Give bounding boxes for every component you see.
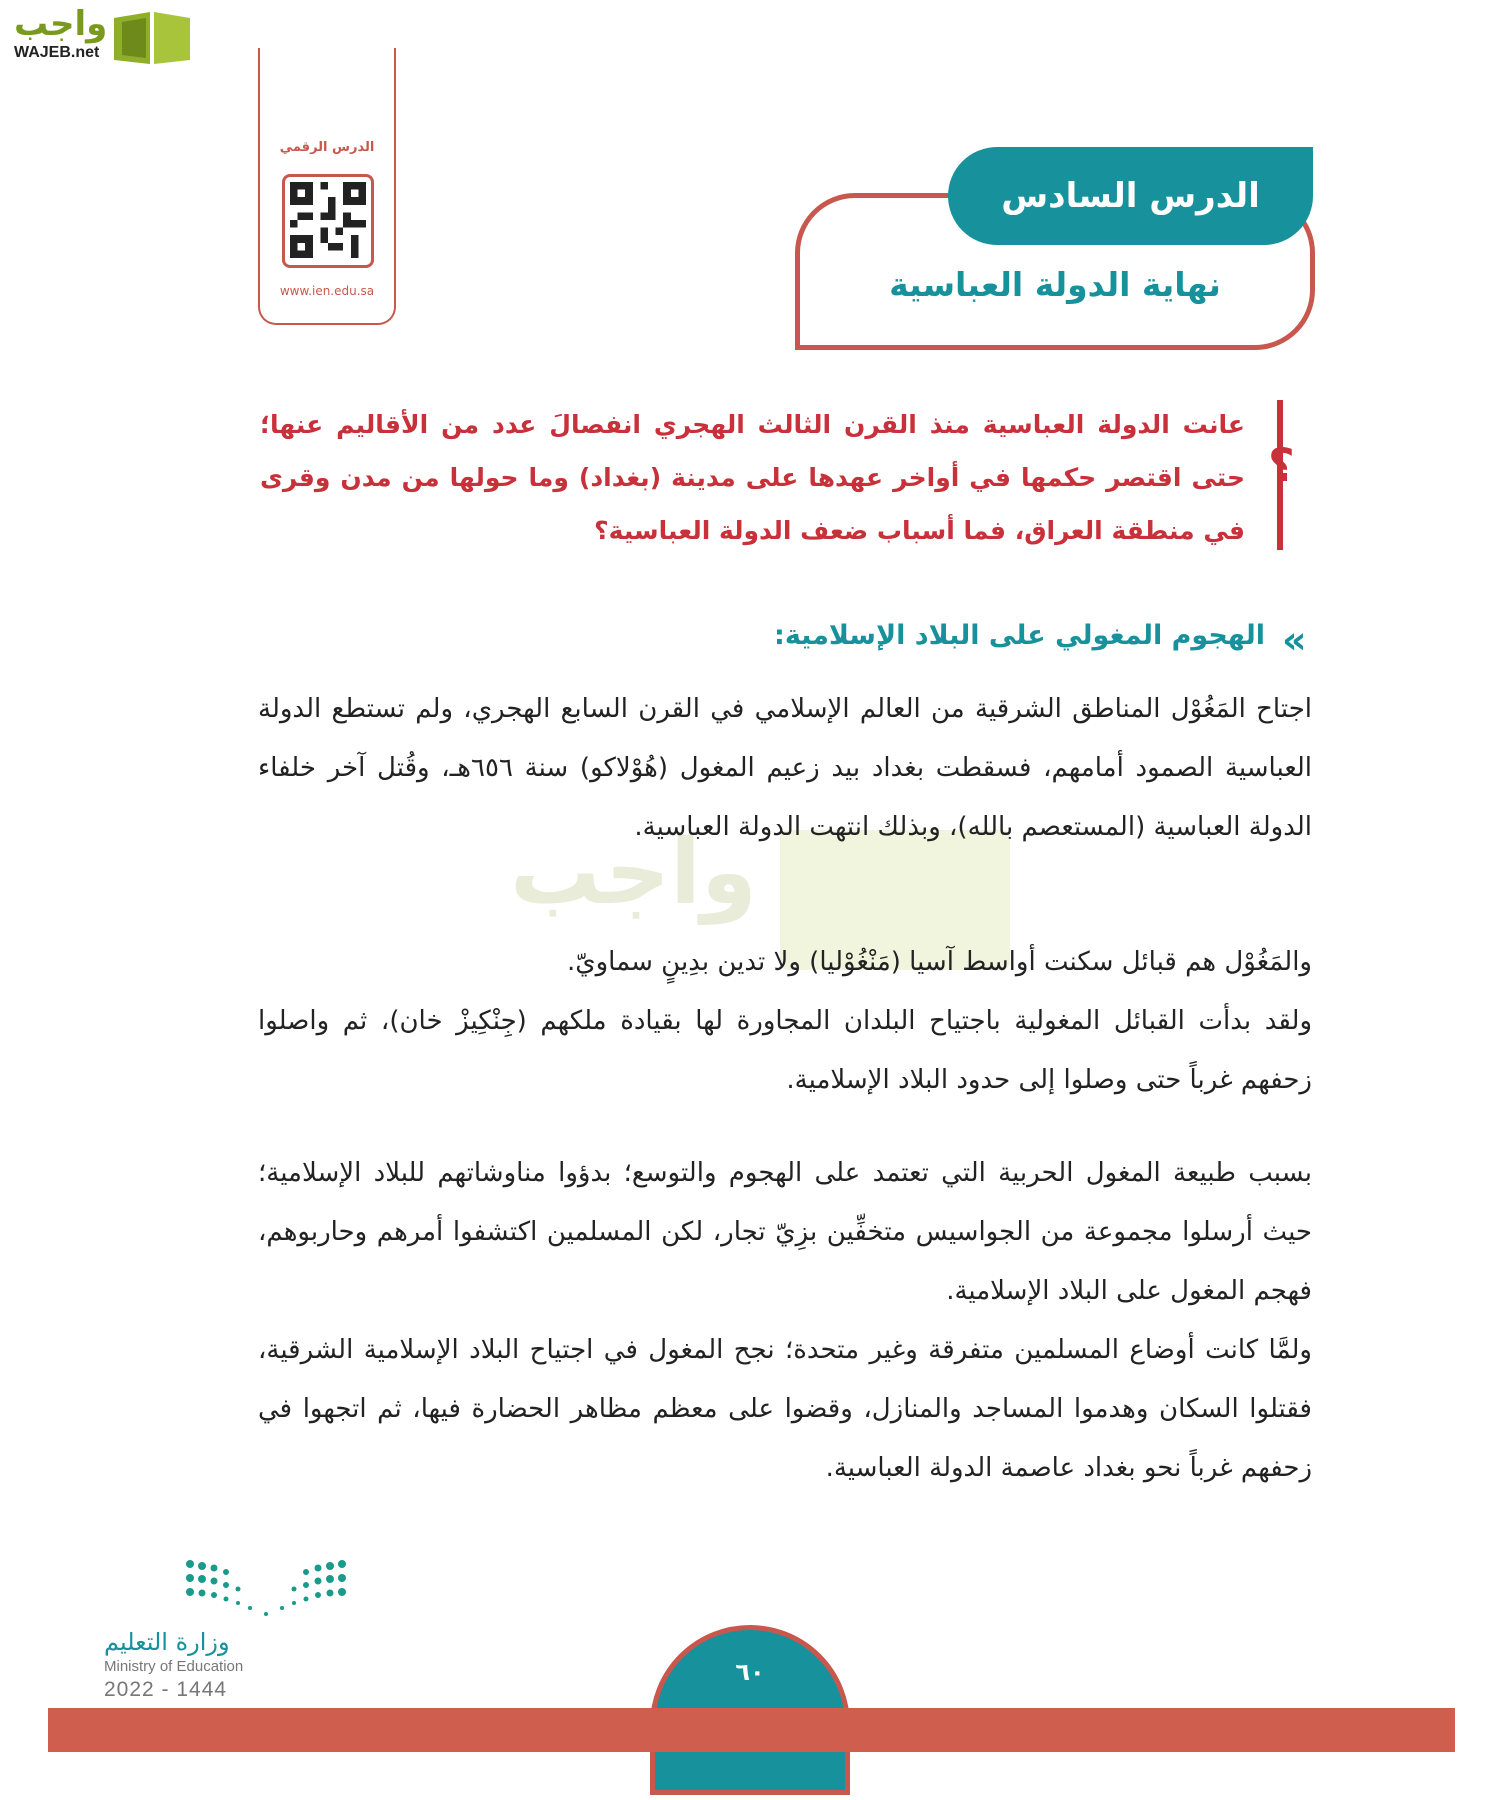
watermark-text: واجب xyxy=(510,820,757,925)
intro-question: عانت الدولة العباسية منذ القرن الثالث الهجري انفصالَ عدد من الأقاليم عنها؛ حتى اقتصر حكمها في أواخر عهدها على مدينة (بغداد) وما حولها من مدن وقرى في منطقة العراق، فما أسباب ضعف الدولة العباسية؟ xyxy=(260,410,1245,545)
paragraph: بسبب طبيعة المغول الحربية التي تعتمد على الهجوم والتوسع؛ بدؤوا مناوشاتهم للبلاد الإسلامية؛ حيث أرسلوا مجموعة من الجواسيس متخفِّين بزِيّ تجار، لكن المسلمين اكتشفوا أمرهم وحاربوهم، فهجم المغول على البلاد الإسلامية. xyxy=(258,1158,1312,1306)
section-heading: الهجوم المغولي على البلاد الإسلامية: xyxy=(774,620,1265,651)
double-chevron-icon: « xyxy=(1282,618,1307,662)
lesson-title: نهاية الدولة العباسية xyxy=(889,265,1221,304)
question-mark-icon: ؟ xyxy=(1268,438,1295,492)
book-icon xyxy=(112,8,192,66)
paragraph: والمَغُوْل هم قبائل سكنت أواسط آسيا (مَنْغُوْليا) ولا تدين بدِينٍ سماويّ. xyxy=(567,947,1312,977)
qr-url[interactable]: www.ien.edu.sa xyxy=(279,284,375,298)
paragraph: ولمَّا كانت أوضاع المسلمين متفرقة وغير متحدة؛ نجح المغول في اجتياح البلاد الإسلامية الشرقية، فقتلوا السكان وهدموا المساجد والمنازل، وقضوا على معظم مظاهر الحضارة فيها، ثم اتجهوا في زحفهم غرباً نحو بغداد عاصمة الدولة العباسية. xyxy=(258,1335,1312,1483)
wajeb-logo xyxy=(8,4,193,66)
page-number: ٦٠ xyxy=(735,1658,765,1686)
footer-bar xyxy=(48,1708,1455,1752)
edition-year: 2022 - 1444 xyxy=(104,1678,228,1701)
ministry-logo xyxy=(100,1558,360,1706)
ministry-name-english: Ministry of Education xyxy=(104,1658,244,1675)
ministry-dots-icon xyxy=(184,1558,354,1628)
paragraph: اجتاح المَغُوْل المناطق الشرقية من العالم الإسلامي في القرن السابع الهجري، ولم تستطع الدولة العباسية الصمود أمامهم، فسقطت بغداد بيد زعيم المغول (هُوْلاكو) سنة ٦٥٦هـ، وقُتل آخر خلفاء الدولة العباسية (المستعصم بالله)، وبذلك انتهت الدولة العباسية. xyxy=(258,694,1313,842)
logo-english: WAJEB.net xyxy=(14,44,100,61)
lesson-number: الدرس السادس xyxy=(948,147,1313,245)
paragraph: ولقد بدأت القبائل المغولية باجتياح البلدان المجاورة لها بقيادة ملكهم (جِنْكِيزْ خان)، ثم واصلوا زحفهم غرباً حتى وصلوا إلى حدود البلاد الإسلامية. xyxy=(258,1006,1312,1095)
qr-code-icon[interactable] xyxy=(282,174,374,268)
digital-lesson-label: الدرس الرقمي xyxy=(279,140,375,155)
ministry-name-arabic: وزارة التعليم xyxy=(104,1628,230,1656)
logo-arabic: واجب xyxy=(14,4,108,44)
digital-lesson-card[interactable] xyxy=(258,48,396,325)
